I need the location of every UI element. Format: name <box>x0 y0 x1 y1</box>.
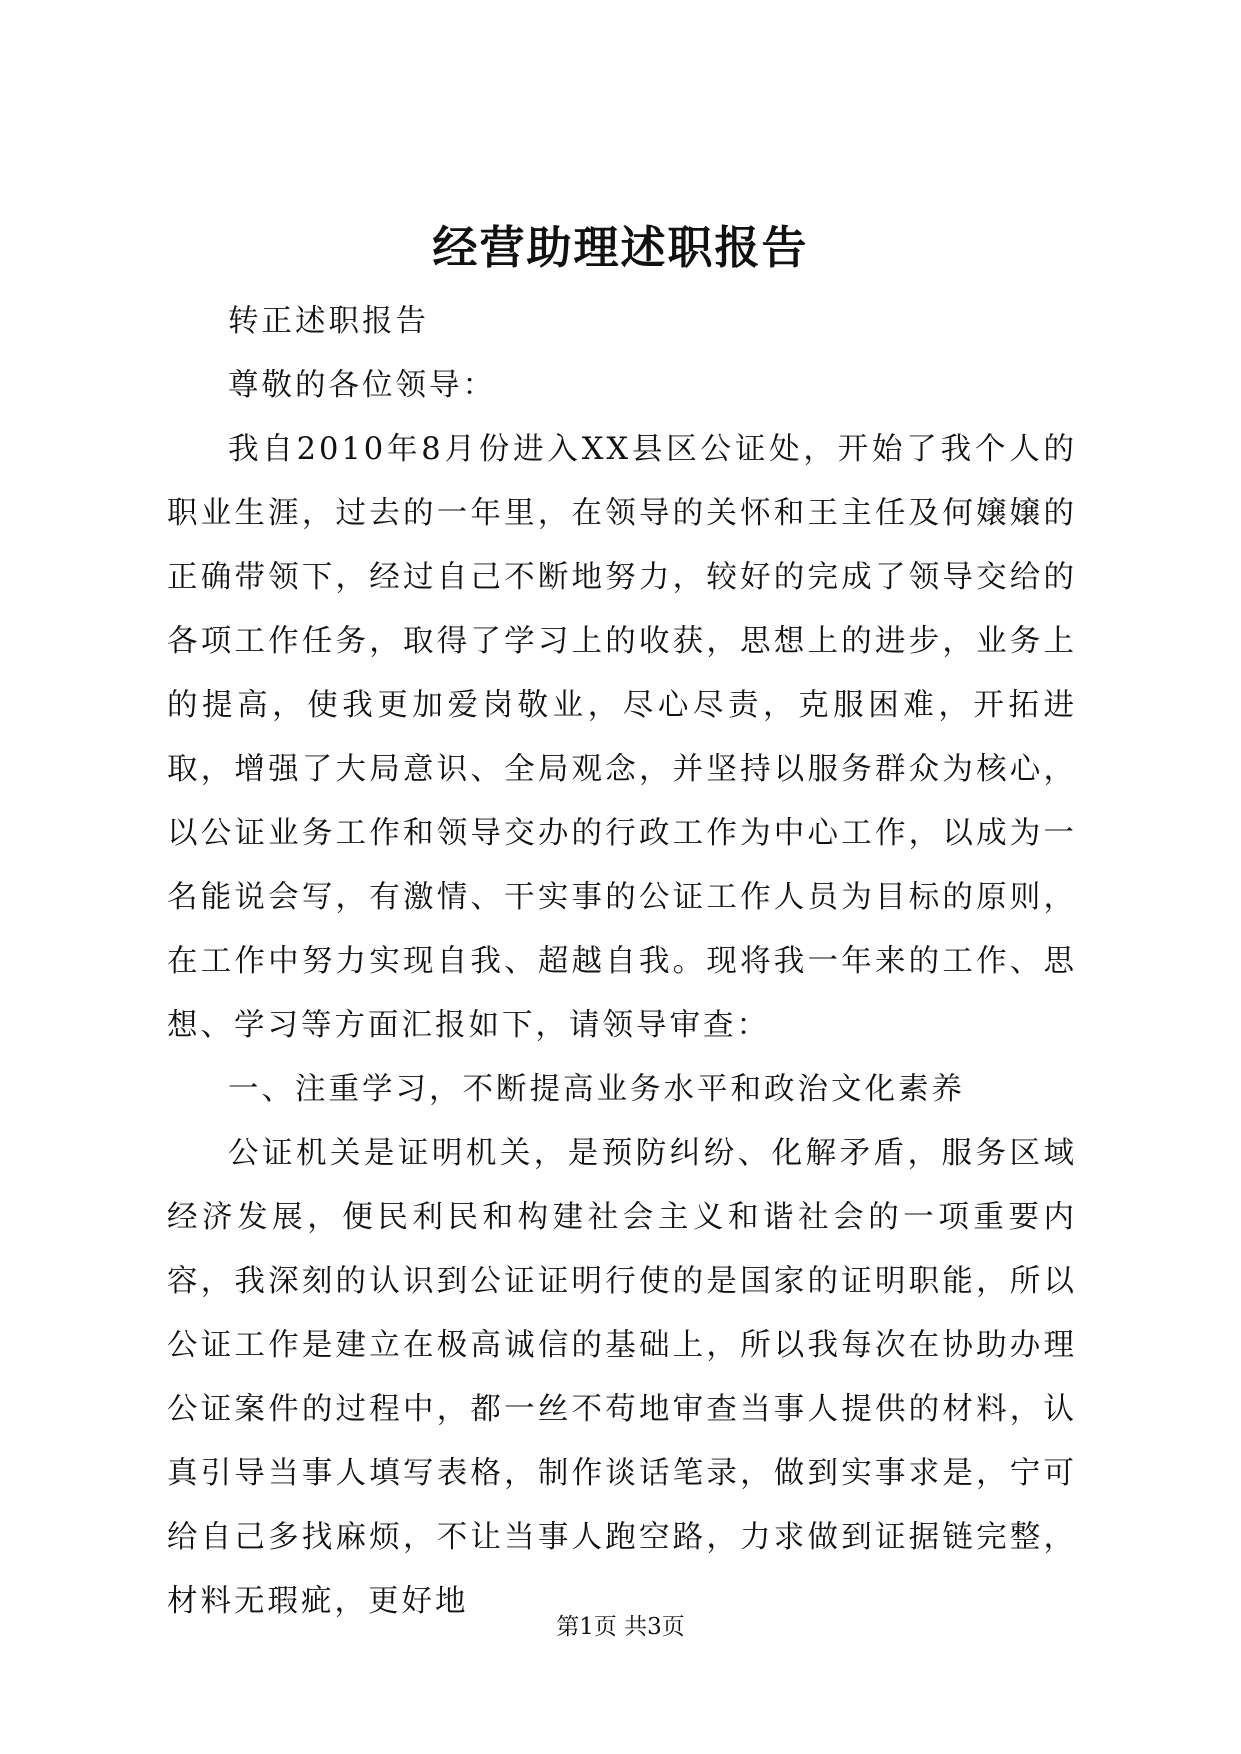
paragraph-section-1: 公证机关是证明机关，是预防纠纷、化解矛盾，服务区域经济发展，便民利民和构建社会主义和谐社会的一项重要内容，我深刻的认识到公证证明行使的是国家的证明职能，所以公证工作是建立在极高诚信的基础上，所以我每次在协助办理公证案件的过程中，都一丝不苟地审查当事人提供的材料，认真引导当事人填写表格，制作谈话笔录，做到实事求是，宁可给自己多找麻烦，不让当事人跑空路，力求做到证据链完整，材料无瑕疵，更好地 <box>167 1136 1077 1619</box>
document-body <box>167 290 1077 1634</box>
section-heading-1: 一、注重学习，不断提高业务水平和政治文化素养 <box>228 1072 965 1107</box>
paragraph-heading-note: 转正述职报告 <box>228 304 429 339</box>
paragraph-salutation: 尊敬的各位领导： <box>228 368 496 403</box>
document-title: 经营助理述职报告 <box>432 221 809 274</box>
page-number-footer: 第1页 共3页 <box>556 1614 685 1640</box>
paragraph-introduction: 我自2010年8月份进入XX县区公证处，开始了我个人的职业生涯，过去的一年里，在领导的关怀和王主任及何嬢嬢的正确带领下，经过自己不断地努力，较好的完成了领导交给的各项工作任务，取得了学习上的收获，思想上的进步，业务上的提高，使我更加爱岗敬业，尽心尽责，克服困难，开拓进取，增强了大局意识、全局观念，并坚持以服务群众为核心，以公证业务工作和领导交办的行政工作为中心工作，以成为一名能说会写，有激情、干实事的公证工作人员为目标的原则，在工作中努力实现自我、超越自我。现将我一年来的工作、思想、学习等方面汇报如下，请领导审查： <box>167 432 1077 1043</box>
